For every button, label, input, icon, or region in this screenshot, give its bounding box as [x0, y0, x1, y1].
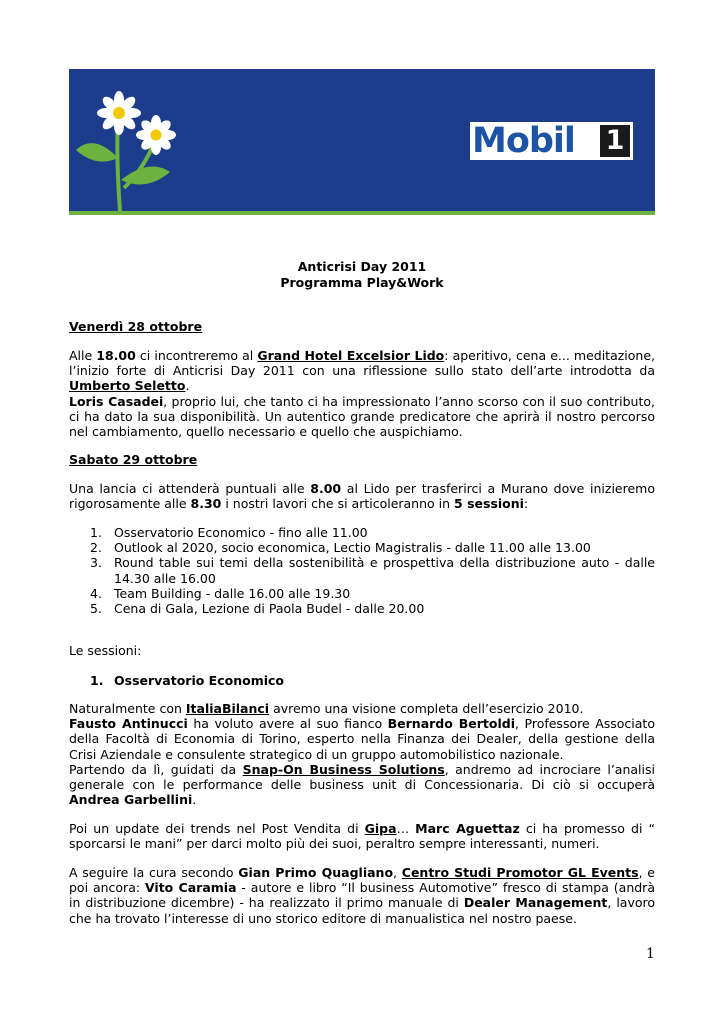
saturday-heading: Sabato 29 ottobre [69, 452, 198, 467]
session-paragraph-1: Naturalmente con ItaliaBilanci avremo una visione completa dell’esercizio 2010. Fausto Antinucci ha voluto avere al suo fianco Bernardo Bertoldi, Professore Associato della Facoltà di Economia di Torino, esperto nella Finanza dei Dealer, della gestione della Crisi Aziendale e consulente strategico di un gruppo automobilistico nazionale. Partendo da lì, guidati da Snap-On Business Solutions, andremo ad incrociare l’analisi generale con le performance delle business unit di Concessionaria. Di ciò si occuperà Andrea Garbellini. [69, 701, 655, 808]
session-paragraph-3: A seguire la cura secondo Gian Primo Quagliano, Centro Studi Promotor GL Events, e poi ancora: Vito Caramia - autore e libro “Il business Automotive” fresco di stampa (andrà in distribuzione dicembre) - ha realizzato il primo manuale di Dealer Management, lavoro che ha trovato l’interesse di uno storico editore di manualistica nel nostro paese. [69, 865, 656, 926]
document-title: Anticrisi Day 2011 [297, 259, 427, 274]
sessions-label: Le sessioni: [69, 643, 142, 658]
daisy-flowers-icon [74, 88, 184, 213]
session-heading: 1. Osservatorio Economico [90, 673, 285, 688]
logo-wordmark: Mobil [472, 121, 575, 161]
session-paragraph-2: Poi un update dei trends nel Post Vendita di Gipa… Marc Aguettaz ci ha promesso di “ sporcarsi le mani” per darci molto più dei suoi, peraltro sempre interessanti, numeri. [69, 821, 655, 852]
agenda-list [69, 525, 655, 616]
list-item: 4. Team Building - dalle 16.00 alle 19.30 [90, 585, 351, 601]
page-number: 1 [646, 946, 655, 962]
gipa-link[interactable]: Gipa [364, 821, 397, 836]
friday-paragraph: Alle 18.00 ci incontreremo al Grand Hotel Excelsior Lido: aperitivo, cena e... meditazione, l’inizio forte di Anticrisi Day 2011 con una riflessione sullo stato dell’arte introdotta da Umberto Seletto. Loris Casadei, proprio lui, che tanto ci ha impressionato l’anno scorso con il suo contributo, ci ha dato la sua disponibilità. Un autentico grande predicatore che aprirà il nostro percorso nel cambiamento, quello necessario e quello che auspichiamo. [69, 348, 655, 440]
document-subtitle: Programma Play&Work [280, 275, 444, 290]
list-item: 2. Outlook al 2020, socio economica, Lectio Magistralis - dalle 11.00 alle 13.00 [90, 540, 591, 556]
venue-link[interactable]: Grand Hotel Excelsior Lido [257, 348, 445, 363]
mobil1-logo [470, 122, 633, 160]
saturday-intro: Una lancia ci attenderà puntuali alle 8.00 al Lido per trasferirci a Murano dove inizieremo rigorosamente alle 8.30 i nostri lavori che si articoleranno in 5 sessioni: [69, 481, 655, 512]
friday-heading: Venerdì 28 ottobre [69, 319, 203, 334]
logo-number: 1 [605, 125, 625, 156]
speaker-link[interactable]: Umberto Seletto [69, 378, 186, 394]
list-item: 3. Round table sui temi della sostenibilità e prospettiva della distribuzione auto - dalle 14.30 alle 16.00 [90, 555, 655, 586]
list-item: 5. Cena di Gala, Lezione di Paola Budel - dalle 20.00 [90, 601, 425, 617]
centro-studi-link[interactable]: Centro Studi Promotor GL Events [401, 865, 639, 880]
italiabilanci-link[interactable]: ItaliaBilanci [185, 701, 270, 716]
logo-number-badge [600, 125, 630, 157]
list-item: 1. Osservatorio Economico - fino alle 11.00 [90, 525, 368, 540]
snap-on-link[interactable]: Snap-On Business Solutions [242, 761, 445, 777]
